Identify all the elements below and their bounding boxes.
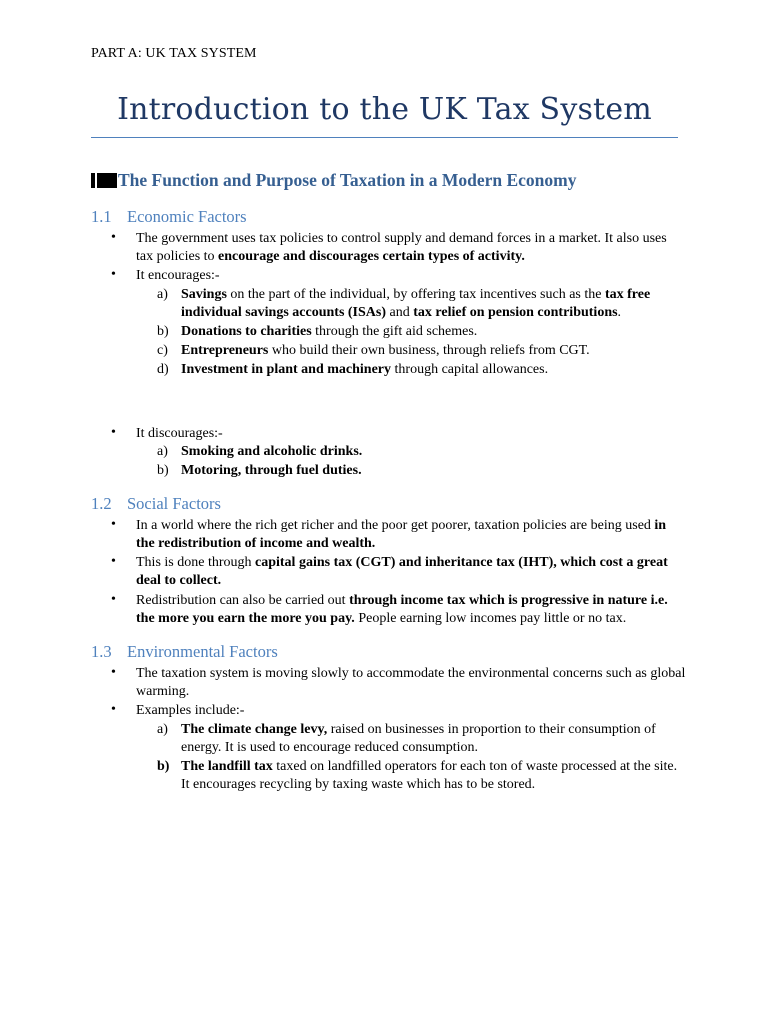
list-item-line: Smoking and alcoholic drinks. (181, 444, 363, 459)
list-item-line: Donations to charities through the gift aid schemes. (181, 324, 478, 339)
paragraph-line: This is done through capital gains tax (CGT) and inheritance tax (IHT), which cost a great (136, 555, 668, 570)
list-item-line: Investment in plant and machinery through capital allowances. (181, 362, 549, 377)
paragraph-line: the redistribution of income and wealth. (136, 536, 376, 551)
list-marker: b) (157, 759, 170, 774)
paragraph-line: It encourages:- (136, 268, 220, 283)
paragraph-line: It discourages:- (136, 426, 223, 441)
list-marker: a) (157, 444, 168, 459)
subheading-social (91, 494, 221, 514)
bullet-icon: • (111, 665, 116, 680)
bullet-icon: • (111, 425, 116, 440)
subheading-title: Economic Factors (127, 207, 247, 226)
title-divider (91, 137, 678, 138)
subheading-number: 1.3 (91, 642, 112, 661)
list-marker: b) (157, 324, 169, 339)
list-marker: c) (157, 343, 168, 358)
bullet-icon: • (111, 554, 116, 569)
subheading-number: 1.2 (91, 494, 112, 513)
list-marker: a) (157, 722, 168, 737)
paragraph-line: The taxation system is moving slowly to accommodate the environmental concerns such as global (136, 666, 686, 681)
list-marker: a) (157, 287, 168, 302)
paragraph-line: deal to collect. (136, 573, 222, 588)
paragraph-line: tax policies to encourage and discourages certain types of activity. (136, 249, 525, 264)
paragraph-line: The government uses tax policies to control supply and demand forces in a market. It also uses (136, 231, 667, 246)
subheading-title: Social Factors (127, 494, 221, 513)
bullet-icon: • (111, 230, 116, 245)
subheading-economic (91, 207, 247, 227)
section-heading (91, 170, 576, 191)
redaction-mark (91, 173, 117, 188)
bullet-icon: • (111, 267, 116, 282)
list-item-line: energy. It is used to encourage reduced consumption. (181, 740, 479, 755)
list-item-line: Motoring, through fuel duties. (181, 463, 362, 478)
page-header: PART A: UK TAX SYSTEM (91, 46, 257, 61)
list-item-line: Savings on the part of the individual, by offering tax incentives such as the tax free (181, 287, 651, 302)
list-item-line: It encourages recycling by taxing waste which has to be stored. (181, 777, 536, 792)
paragraph-line: warming. (136, 684, 190, 699)
list-item-line: The landfill tax taxed on landfilled operators for each ton of waste processed at the site. (181, 759, 678, 774)
bullet-icon: • (111, 517, 116, 532)
subheading-title: Environmental Factors (127, 642, 278, 661)
list-item-line: Entrepreneurs who build their own business, through reliefs from CGT. (181, 343, 590, 358)
list-item-line: individual savings accounts (ISAs) and tax relief on pension contributions. (181, 305, 622, 320)
list-item-line: The climate change levy, raised on businesses in proportion to their consumption of (181, 722, 656, 737)
paragraph-line: Redistribution can also be carried out through income tax which is progressive in nature i.e. (136, 593, 668, 608)
subheading-number: 1.1 (91, 207, 112, 226)
paragraph-line: the more you earn the more you pay. People earning low incomes pay little or no tax. (136, 611, 627, 626)
list-marker: d) (157, 362, 169, 377)
paragraph-line: Examples include:- (136, 703, 245, 718)
list-marker: b) (157, 463, 169, 478)
subheading-environmental (91, 642, 278, 662)
paragraph-line: In a world where the rich get richer and the poor get poorer, taxation policies are being used in (136, 518, 667, 533)
page-title: Introduction to the UK Tax System (117, 92, 652, 127)
section-heading-text: The Function and Purpose of Taxation in a Modern Economy (118, 170, 577, 190)
bullet-icon: • (111, 592, 116, 607)
bullet-icon: • (111, 702, 116, 717)
